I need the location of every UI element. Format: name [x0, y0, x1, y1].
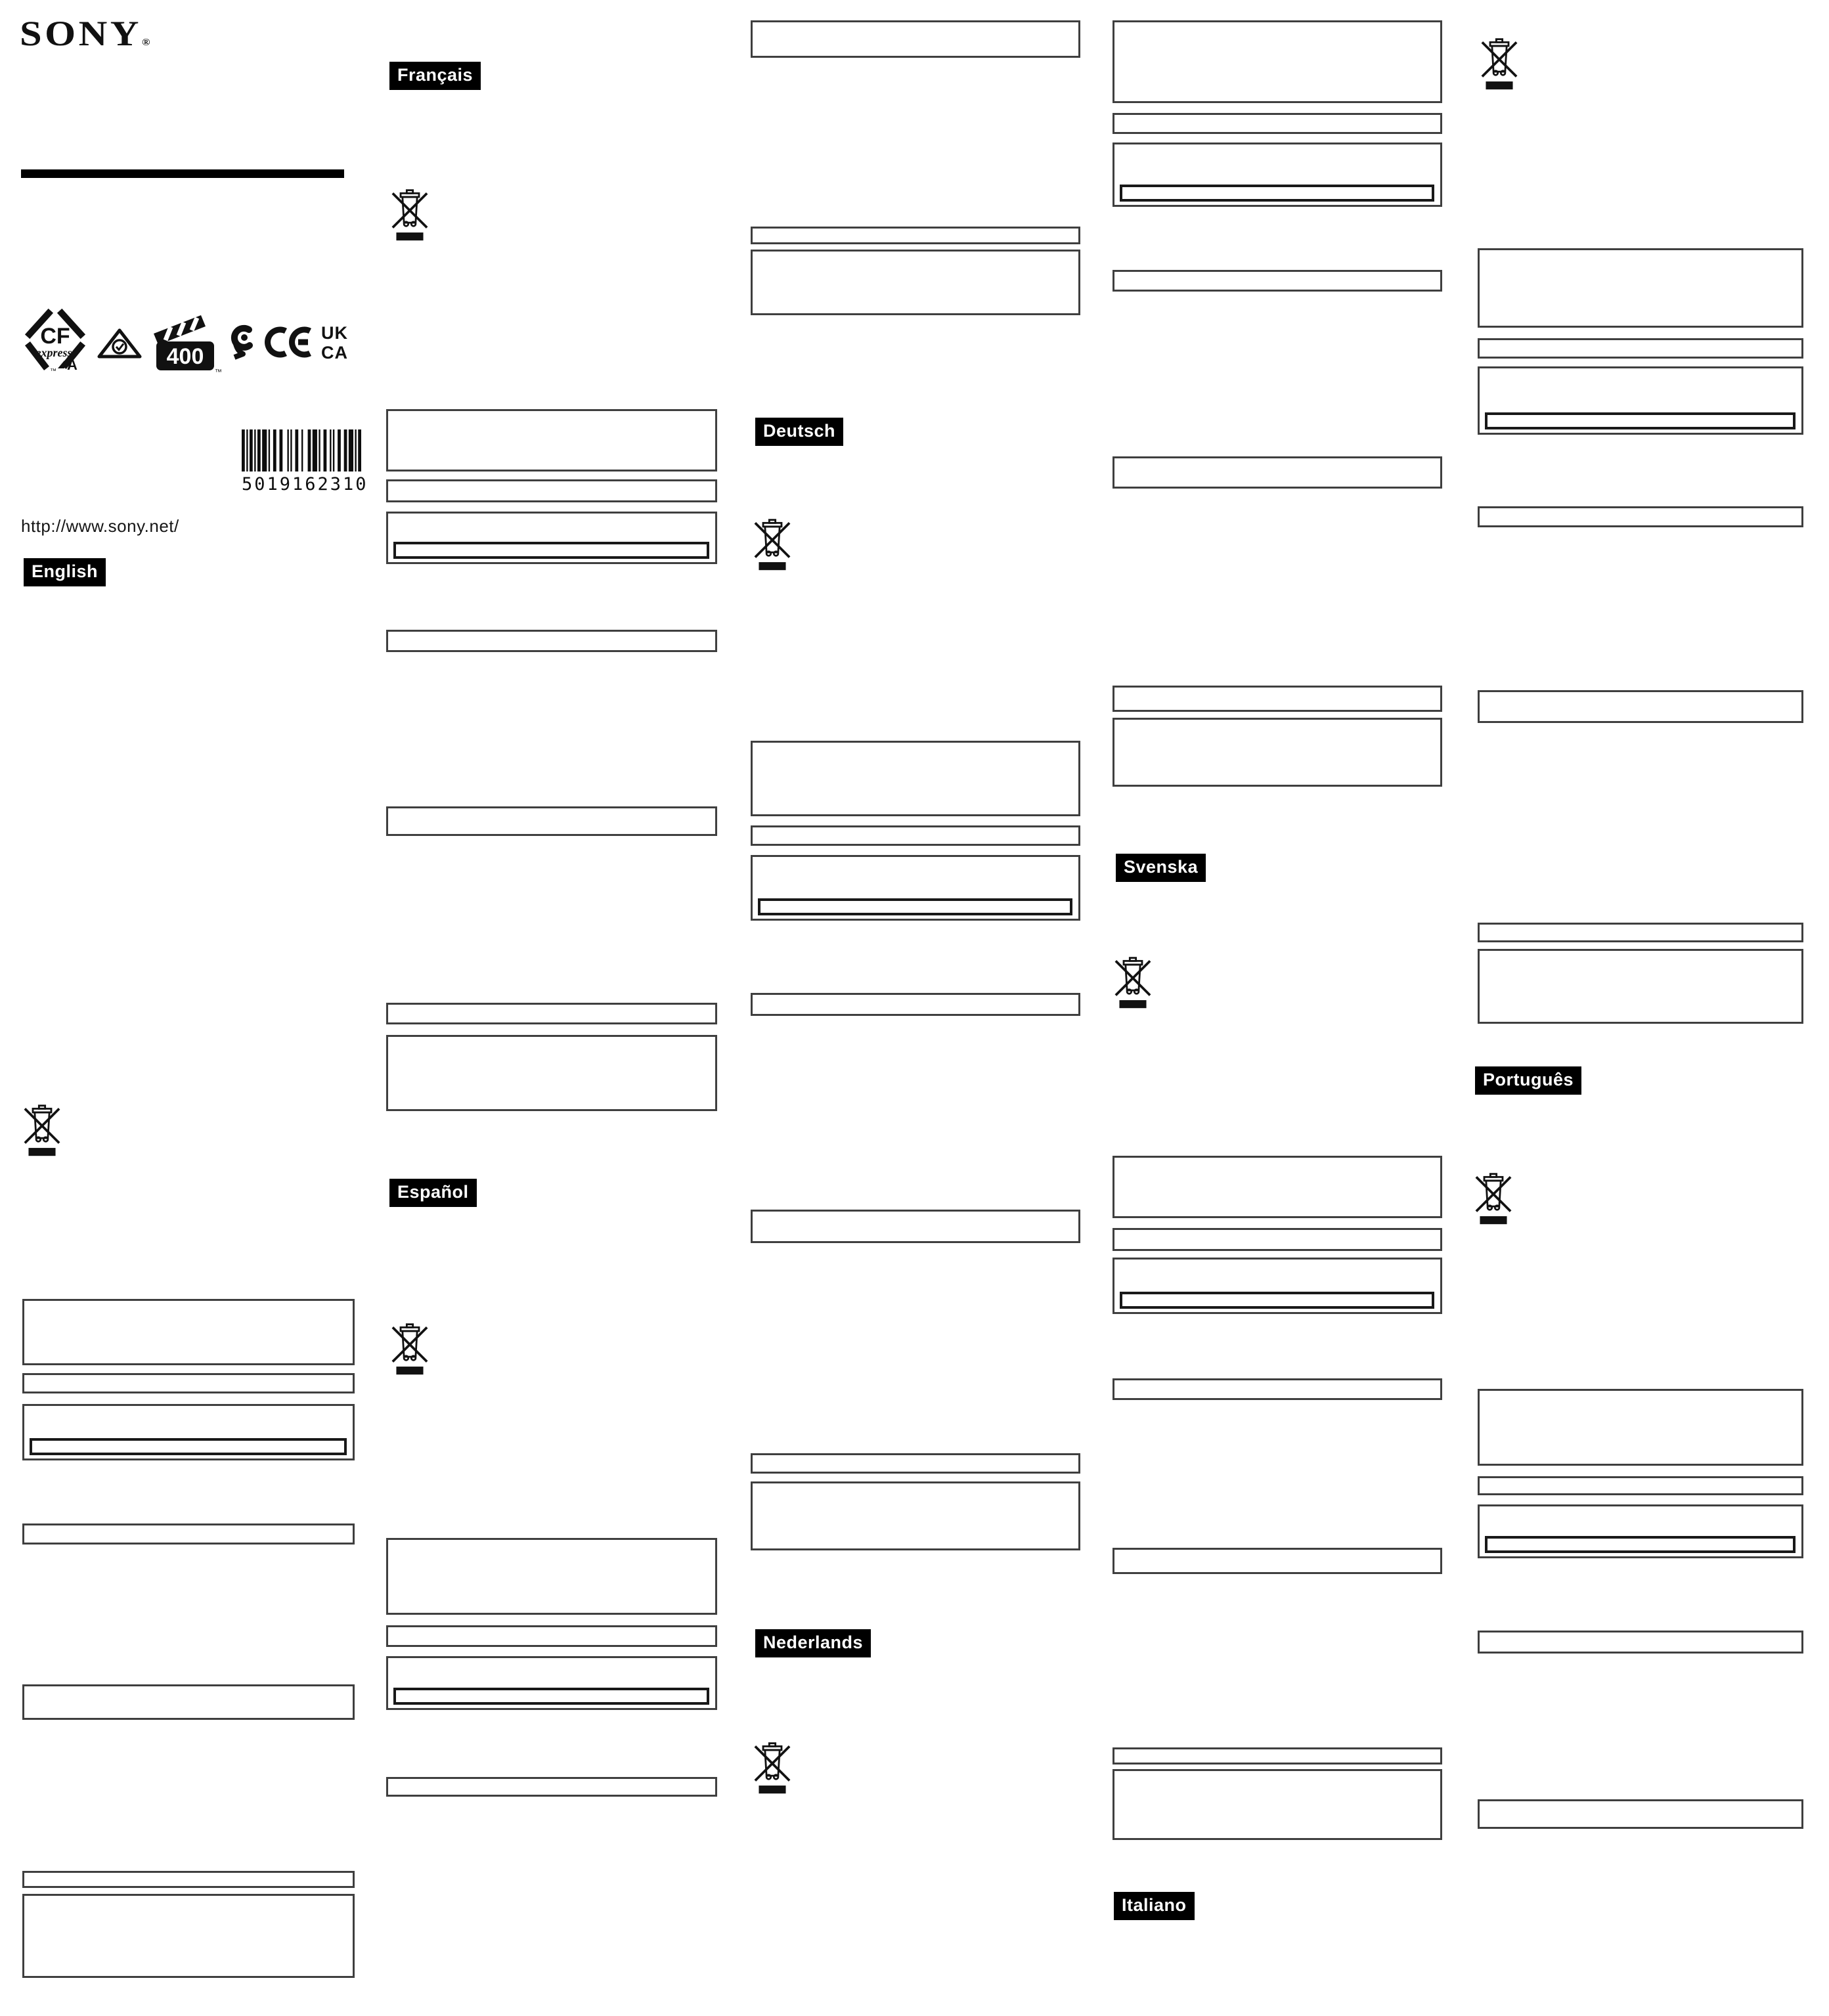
text-box	[1478, 248, 1803, 328]
text-box	[1113, 456, 1442, 489]
svg-text:™: ™	[50, 368, 56, 375]
text-box	[751, 825, 1080, 846]
weee-icon	[754, 1741, 791, 1795]
text-box	[386, 479, 717, 502]
text-box	[22, 1523, 355, 1545]
ce-mark-icon	[264, 326, 313, 359]
weee-icon	[1475, 1172, 1512, 1225]
svg-text:400: 400	[166, 344, 204, 369]
text-box	[22, 1373, 355, 1393]
text-box	[1113, 1228, 1442, 1251]
weee-icon	[1481, 37, 1518, 91]
text-box	[1113, 686, 1442, 712]
svg-text:express: express	[35, 346, 72, 359]
weee-icon	[24, 1103, 60, 1157]
weee-icon	[754, 517, 791, 571]
text-box	[22, 1299, 355, 1365]
lang-label-espanol: Español	[389, 1179, 477, 1207]
text-box	[751, 250, 1080, 315]
sony-logo	[20, 16, 150, 51]
text-box	[386, 1035, 717, 1111]
weee-icon	[1114, 955, 1151, 1009]
text-box	[1478, 690, 1803, 723]
text-box-nested	[386, 512, 717, 564]
text-box	[751, 993, 1080, 1016]
text-box	[1113, 1747, 1442, 1764]
sony-logo-text: SONY	[20, 14, 142, 53]
lang-label-english: English	[24, 558, 106, 586]
text-box-nested	[1113, 142, 1442, 207]
text-box	[1478, 1799, 1803, 1829]
text-box	[1113, 270, 1442, 292]
lang-label-svenska: Svenska	[1116, 854, 1206, 882]
vpg400-icon	[151, 310, 221, 376]
registered-trademark-icon: ®	[141, 37, 150, 48]
svg-text:™: ™	[215, 368, 222, 376]
lang-label-nederlands: Nederlands	[755, 1629, 871, 1657]
kc-mark-icon	[227, 324, 256, 360]
text-box-nested	[1113, 1258, 1442, 1314]
text-box	[22, 1894, 355, 1978]
lang-label-francais: Français	[389, 62, 481, 90]
text-box	[1478, 1476, 1803, 1495]
text-box	[386, 1003, 717, 1024]
text-box	[1113, 1378, 1442, 1400]
ukca-mark-icon	[320, 323, 357, 361]
rcm-icon	[97, 328, 142, 359]
text-box	[386, 806, 717, 836]
text-box	[1478, 1631, 1803, 1654]
text-box	[1478, 1389, 1803, 1466]
divider-rule	[21, 169, 344, 178]
sony-url-text: http://www.sony.net/	[21, 516, 179, 536]
weee-icon	[391, 1322, 428, 1376]
text-box	[386, 630, 717, 652]
text-box	[386, 409, 717, 471]
text-box-nested	[1478, 366, 1803, 435]
text-box	[1113, 1156, 1442, 1218]
text-box	[22, 1871, 355, 1888]
inner-text-box	[1120, 1292, 1434, 1309]
text-box	[1478, 949, 1803, 1024]
lang-label-deutsch: Deutsch	[755, 418, 843, 446]
cfexpress-type-a-icon	[24, 307, 87, 374]
text-box	[386, 1777, 717, 1797]
text-box-nested	[751, 855, 1080, 921]
text-box	[1113, 20, 1442, 103]
text-box	[22, 1684, 355, 1720]
text-box	[1113, 1769, 1442, 1840]
text-box-nested	[22, 1404, 355, 1460]
text-box	[751, 227, 1080, 244]
barcode	[242, 429, 361, 471]
inner-text-box	[758, 898, 1072, 915]
text-box	[751, 741, 1080, 816]
inner-text-box	[1120, 185, 1434, 202]
inner-text-box	[393, 542, 709, 559]
inner-text-box	[1485, 412, 1796, 429]
text-box	[1113, 1548, 1442, 1574]
svg-text:A: A	[67, 357, 77, 373]
weee-icon	[391, 188, 428, 242]
lang-label-portugues: Português	[1475, 1066, 1581, 1095]
text-box	[1478, 923, 1803, 942]
text-box-nested	[1478, 1504, 1803, 1558]
text-box	[386, 1538, 717, 1615]
inner-text-box	[393, 1688, 709, 1705]
text-box	[1478, 338, 1803, 359]
inner-text-box	[30, 1438, 347, 1455]
text-box-nested	[386, 1656, 717, 1710]
barcode-digits: 5019162310	[242, 474, 368, 494]
lang-label-italiano: Italiano	[1114, 1892, 1195, 1920]
text-box	[751, 20, 1080, 58]
text-box	[1478, 506, 1803, 527]
text-box	[751, 1210, 1080, 1243]
svg-text:UK: UK	[321, 323, 348, 343]
text-box	[1113, 113, 1442, 134]
text-box	[751, 1481, 1080, 1550]
svg-text:CF: CF	[40, 324, 70, 349]
text-box	[751, 1453, 1080, 1474]
text-box	[1113, 718, 1442, 787]
text-box	[386, 1625, 717, 1647]
svg-text:CA: CA	[321, 343, 348, 362]
inner-text-box	[1485, 1536, 1796, 1553]
